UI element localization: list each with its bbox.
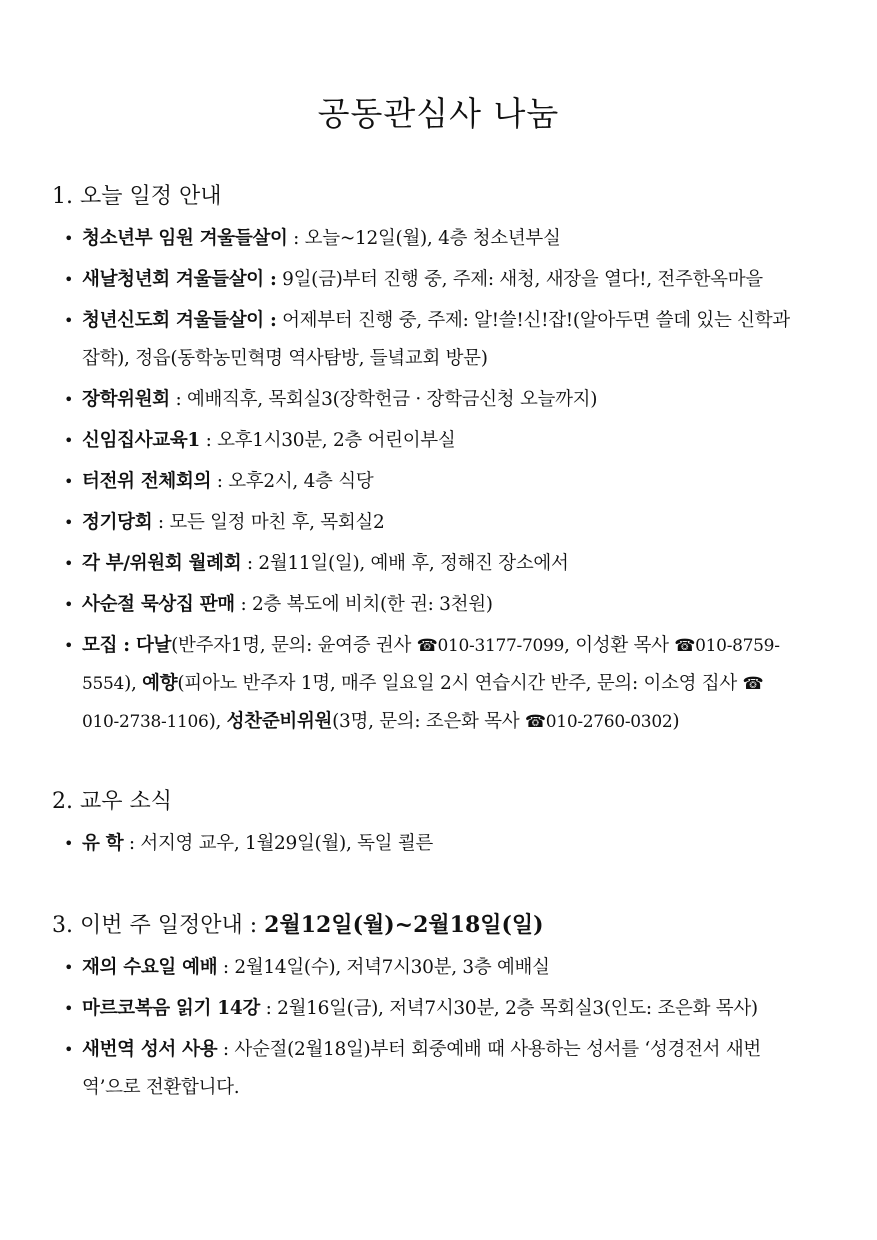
page-title: 공동관심사 나눔 [317,94,560,133]
item-text: : 모든 일정 마친 후, 목회실2 [152,512,385,533]
bullet-icon: • [64,229,74,248]
recruit-text: (3명, 문의: 조은화 목사 [332,711,525,732]
item-text: : 2층 복도에 비치(한 권: 3천원) [234,594,493,615]
recruit-text: ), [208,711,227,732]
list-item [52,545,797,583]
item-list [52,949,797,1107]
item-label: 장학위원회 [82,389,170,410]
recruit-group-label: 성찬준비위원 [226,711,333,732]
list-item [52,949,797,987]
item-text: : 예배직후, 목회실3(장학헌금 · 장학금신청 오늘까지) [169,389,598,410]
bullet-icon: • [64,595,74,614]
section-heading: 2. 교우 소식 [52,789,172,814]
spacer [52,744,797,784]
item-text: : 사순절(2월18일)부터 회중예배 때 사용하는 성서를 ‘성경전서 새번역’으로 전환합니다. [82,1039,761,1098]
item-label: 유 학 [82,833,124,854]
item-label: 사순절 묵상집 판매 [82,594,235,615]
item-label: 새날청년회 겨울들살이 : [82,269,277,290]
list-item [52,302,797,378]
bullet-icon: • [64,472,74,491]
item-text: : 오늘~12일(월), 4층 청소년부실 [287,228,561,249]
recruit-group-label: 다날 [135,635,172,656]
recruit-label: 모집 : [82,635,136,656]
recruit-text: ) [672,711,680,732]
bullet-icon: • [64,513,74,532]
list-item [52,825,797,863]
item-label: 새번역 성서 사용 [82,1039,218,1060]
item-label: 각 부/위원회 월례회 [82,553,242,574]
bullet-icon: • [64,270,74,289]
list-item [52,1031,797,1107]
phone-number: ☎010-8759-5554 [82,636,780,694]
list-item [52,504,797,542]
section-heading: 1. 오늘 일정 안내 [52,184,222,209]
phone-number: ☎010-3177-7099 [416,636,565,656]
bullet-icon: • [64,636,74,655]
bullet-icon: • [64,311,74,330]
bullet-icon: • [64,554,74,573]
bullet-icon: • [64,431,74,450]
list-item [52,586,797,624]
bullet-icon: • [64,999,74,1018]
list-item [52,990,797,1028]
phone-number: ☎010-2760-0302 [524,712,673,732]
item-label: 재의 수요일 예배 [82,957,218,978]
heading-prefix: 3. 이번 주 일정안내 : [52,913,265,938]
item-text: : 2월16일(금), 저녁7시30분, 2층 목회실3(인도: 조은화 목사) [260,998,758,1019]
item-text: : 오후2시, 4층 식당 [211,471,374,492]
bullet-icon: • [64,1040,74,1059]
item-text: 9일(금)부터 진행 중, 주제: 새청, 새장을 열다!, 전주한옥마을 [276,269,763,290]
item-list [52,220,797,741]
recruit-group-label: 예향 [142,673,178,694]
list-item-recruit [52,627,797,741]
list-item [52,220,797,258]
item-text: : 서지영 교우, 1월29일(월), 독일 쾰른 [123,833,433,854]
item-label: 정기당회 [82,512,153,533]
list-item [52,463,797,501]
bullet-icon: • [64,958,74,977]
phone-number: ☎ 010-2738-1106 [82,674,764,732]
item-text: : 오후1시30분, 2층 어린이부실 [200,430,456,451]
section-heading [52,908,797,939]
item-label: 청년신도회 겨울들살이 : [82,310,277,331]
item-label: 터전위 전체회의 [82,471,212,492]
section-today-schedule [52,179,797,741]
recruit-text: , 이성환 목사 [564,635,675,656]
list-item [52,422,797,460]
item-label: 청소년부 임원 겨울들살이 [82,228,288,249]
item-text: 어제부터 진행 중, 주제: 알!쓸!신!잡!(알아두면 쓸데 있는 신학과 잡학), 정읍(동학농민혁명 역사탐방, 들녘교회 방문) [82,310,790,369]
bullet-icon: • [64,834,74,853]
spacer [52,866,797,908]
section-member-news [52,784,797,863]
recruit-text: (피아노 반주자 1명, 매주 일요일 2시 연습시간 반주, 문의: 이소영 집사 [177,673,743,694]
list-item [52,381,797,419]
item-text: : 2월11일(일), 예배 후, 정해진 장소에서 [241,553,569,574]
recruit-text: ), [124,673,143,694]
section-week-schedule [52,908,797,1107]
recruit-text: (반주자1명, 문의: 윤여증 권사 [171,635,417,656]
bullet-icon: • [64,390,74,409]
item-label: 마르코복음 읽기 14강 [82,998,260,1019]
item-list [52,825,797,863]
item-text: : 2월14일(수), 저녁7시30분, 3층 예배실 [217,957,550,978]
list-item [52,261,797,299]
heading-date-range: 2월12일(월)~2월18일(일) [264,912,544,938]
item-label: 신임집사교육1 [82,430,200,451]
